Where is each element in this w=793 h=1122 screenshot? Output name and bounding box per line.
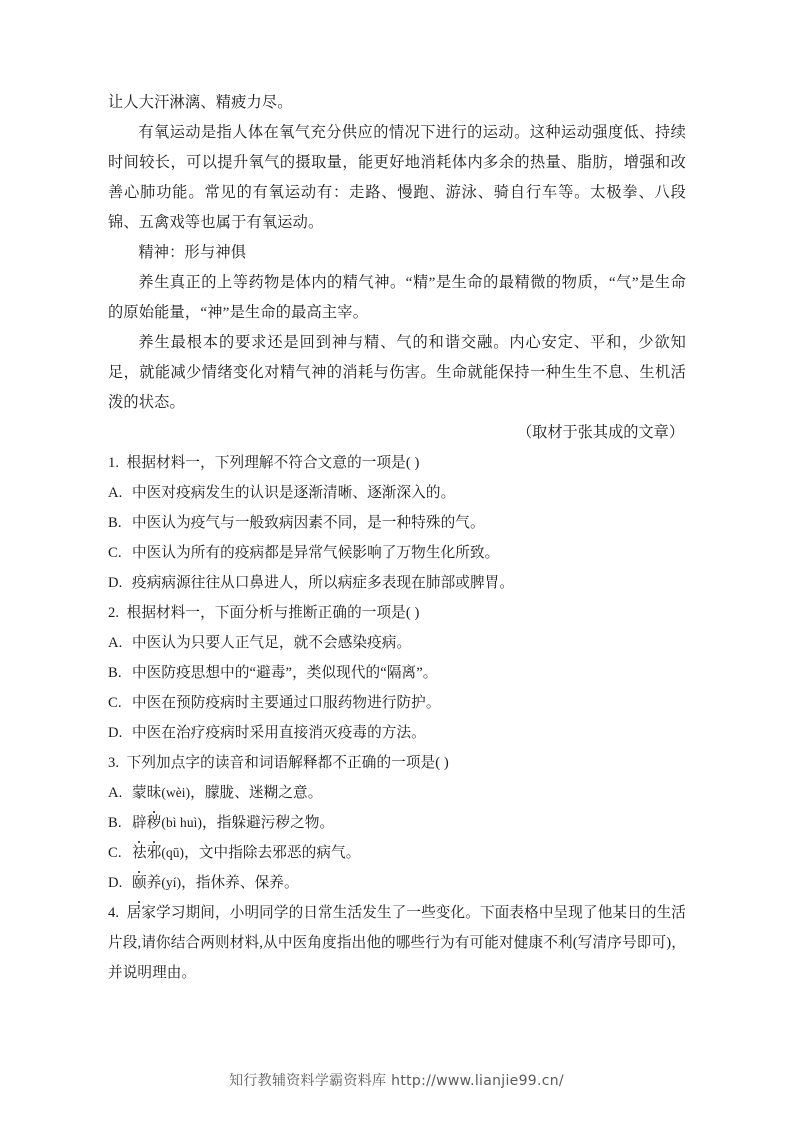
question-stem-text: 居家学习期间，小明同学的日常生活发生了一些变化。下面表格中呈现了他某日的生活片段,请你结合两则材料,从中医角度指出他的哪些行为有可能对健康不利(写清序号即可)，并说明理由。	[108, 905, 686, 981]
option-text: 疫病病源往往从口鼻进人，所以病症多表现在肺部或脾胃。	[132, 575, 515, 591]
article-paragraph: 养生最根本的要求还是回到神与精、气的和谐交融。内心安定、平和，少欲知足，就能减少情绪变化对精气神的消耗与伤害。生命就能保持一种生生不息、生机活泼的状态。	[108, 334, 686, 411]
question-block-4	[108, 898, 686, 988]
option-text: 中医认为所有的疫病都是异常气候影响了万物生化所致。	[132, 545, 500, 561]
option-row[interactable]	[108, 658, 686, 688]
option-label: D.	[108, 875, 123, 891]
question-stem	[108, 598, 686, 628]
question-number: 4.	[108, 905, 120, 921]
option-label: D.	[108, 725, 123, 741]
option-row[interactable]	[108, 808, 686, 838]
article-paragraph: 养生真正的上等药物是体内的精气神。“精”是生命的最精微的物质，“气”是生命的原始能量，“神”是生命的最高主宰。	[108, 274, 686, 321]
page-content	[108, 88, 686, 988]
article-attribution: （取材于张其成的文章）	[516, 424, 684, 441]
option-label: A.	[108, 785, 123, 801]
option-row[interactable]	[108, 568, 686, 598]
option-label: B.	[108, 815, 122, 831]
option-label: B.	[108, 515, 122, 531]
question-stem-text: 下列加点字的读音和词语解释都不正确的一项是( )	[126, 755, 449, 771]
emphasis-dot-character: 祛	[132, 838, 147, 868]
option-row[interactable]	[108, 688, 686, 718]
option-row[interactable]	[108, 478, 686, 508]
question-stem-text: 根据材料一，下列理解不符合文意的一项是( )	[126, 455, 420, 471]
option-label: C.	[108, 695, 122, 711]
option-label: D.	[108, 575, 123, 591]
emphasis-dot-character: 秽	[147, 808, 162, 838]
option-row[interactable]	[108, 508, 686, 538]
article-paragraph: 让人大汗淋漓、精疲力尽。	[108, 94, 293, 111]
pinyin-annotation: (bì huì)	[161, 815, 202, 830]
footer-site-name: 知行教辅资料学霸资料库	[229, 1073, 387, 1089]
option-text: 中医防疫思想中的“避毒”，类似现代的“隔离”。	[132, 665, 438, 681]
question-number: 1.	[108, 455, 120, 471]
option-word-tail: 邪	[146, 845, 162, 861]
option-text: 中医认为疫气与一般致病因素不同，是一种特殊的气。	[132, 515, 485, 531]
article-subheading: 精神：形与神俱	[138, 244, 247, 261]
option-label: C.	[108, 845, 122, 861]
option-row[interactable]	[108, 538, 686, 568]
option-label: C.	[108, 545, 122, 561]
pinyin-annotation: (qū)	[161, 845, 185, 860]
footer-watermark	[0, 1070, 793, 1090]
option-row[interactable]	[108, 868, 686, 898]
option-label: A.	[108, 485, 123, 501]
emphasis-dot-character: 昧	[147, 778, 162, 808]
option-text: 中医对疫病发生的认识是逐渐清晰、逐渐深入的。	[132, 485, 456, 501]
emphasis-dot-character: 颐	[132, 868, 147, 898]
option-word-tail: 养	[146, 875, 162, 891]
question-stem	[108, 898, 686, 988]
option-row[interactable]	[108, 628, 686, 658]
question-stem	[108, 448, 686, 478]
option-row[interactable]	[108, 718, 686, 748]
footer-url: http://www.lianjie99.cn/	[391, 1073, 564, 1089]
option-label: A.	[108, 635, 123, 651]
option-gloss: ，文中指除去邪恶的病气。	[184, 845, 361, 861]
article-body	[108, 88, 686, 448]
question-number: 2.	[108, 605, 120, 621]
question-block-2	[108, 598, 686, 748]
question-block-3	[108, 748, 686, 898]
question-stem	[108, 748, 686, 778]
option-label: B.	[108, 665, 122, 681]
option-text: 中医认为只要人正气足，就不会感染疫病。	[132, 635, 412, 651]
question-block-1	[108, 448, 686, 598]
option-gloss: ，朦胧、迷糊之意。	[190, 785, 323, 801]
option-gloss: ，指躲避污秽之物。	[202, 815, 335, 831]
article-paragraph: 有氧运动是指人体在氧气充分供应的情况下进行的运动。这种运动强度低、持续时间较长，可以提升氧气的摄取量，能更好地消耗体内多余的热量、脂肪，增强和改善心肺功能。常见的有氧运动有：走路、慢跑、游泳、骑自行车等。太极拳、八段锦、五禽戏等也属于有氧运动。	[108, 124, 686, 231]
question-number: 3.	[108, 755, 120, 771]
pinyin-annotation: (wèi)	[161, 785, 191, 800]
pinyin-annotation: (yí)	[161, 875, 182, 890]
emphasis-dot-character: 辟	[132, 808, 147, 838]
option-row[interactable]	[108, 838, 686, 868]
option-word-plain: 蒙	[132, 785, 147, 801]
option-text: 中医在预防疫病时主要通过口服药物进行防护。	[132, 695, 441, 711]
option-text: 中医在治疗疫病时采用直接消灭疫毒的方法。	[132, 725, 426, 741]
option-row[interactable]	[108, 778, 686, 808]
question-stem-text: 根据材料一，下面分析与推断正确的一项是( )	[126, 605, 420, 621]
option-gloss: ，指休养、保养。	[181, 875, 299, 891]
